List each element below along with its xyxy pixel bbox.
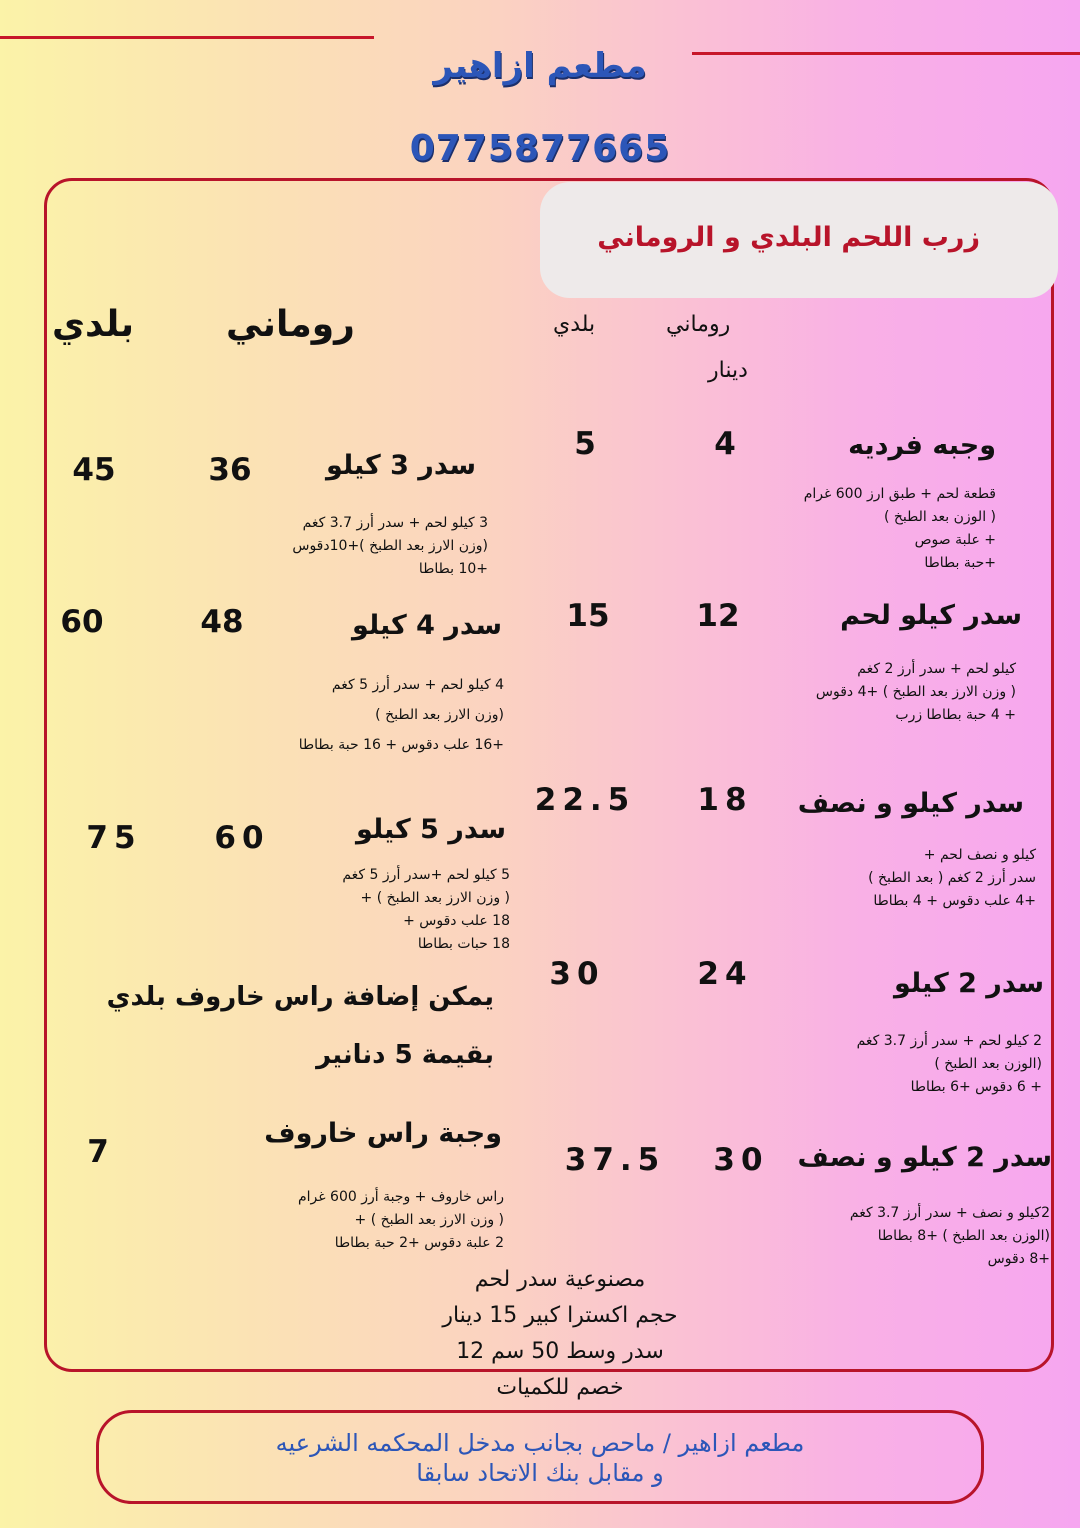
right-item-name: وجبه فرديه	[848, 430, 996, 461]
right-col-baladi: بلدي	[553, 312, 596, 337]
right-item-name: سدر 2 كيلو	[894, 968, 1044, 999]
left-item-desc: 5 كيلو لحم +سدر أرز 5 كغم ( وزن الارز بعد الطبخ ) + 18 علب دقوس + 18 حبات بطاطا	[342, 867, 510, 952]
right-col-currency: دينار	[708, 358, 748, 383]
right-item-name: سدر 2 كيلو و نصف	[797, 1142, 1052, 1173]
left-item-price-romani: 48	[200, 604, 244, 640]
left-item-price-baladi: 45	[72, 452, 116, 488]
left-item-price-romani: 60	[214, 820, 270, 856]
right-item-price-romani: 12	[696, 598, 740, 634]
head-meal-price: 7	[87, 1134, 109, 1170]
left-item-price-baladi: 75	[86, 820, 142, 856]
special-offer: مصنوعية سدر لحم حجم اكسترا كبير 15 دينار سدر وسط 50 سم 12 خصم للكميات	[442, 1267, 678, 1400]
right-item-name: سدر كيلو و نصف	[797, 788, 1024, 819]
right-item-price-baladi: 30	[549, 956, 605, 992]
right-item-desc: 2 كيلو لحم + سدر أرز 3.7 كغم (الوزن بعد الطبخ ) + 6 دقوس +6 بطاطا	[856, 1033, 1042, 1095]
menu-frame	[44, 178, 1054, 1372]
head-addon-price-note: بقيمة 5 دنانير	[316, 1040, 494, 1070]
right-item-name: سدر كيلو لحم	[840, 600, 1022, 631]
right-item-price-romani: 24	[697, 956, 753, 992]
top-right-rule	[692, 52, 1080, 55]
right-item-price-baladi: 22.5	[534, 782, 636, 818]
right-item-price-romani: 4	[714, 426, 736, 462]
left-item-name: سدر 4 كيلو	[352, 610, 502, 641]
right-item-price-romani: 18	[697, 782, 753, 818]
left-item-price-romani: 36	[208, 452, 252, 488]
head-meal-desc: راس خاروف + وجبة أرز 600 غرام ( وزن الارز بعد الطبخ ) + 2 علبة دقوس +2 حبة بطاطا	[297, 1189, 504, 1251]
top-left-rule	[0, 36, 374, 39]
right-item-desc: كيلو لحم + سدر أرز 2 كغم ( وزن الارز بعد الطبخ ) +4 دقوس + 4 حبة بطاطا زرب	[815, 661, 1016, 723]
right-item-desc: قطعة لحم + طبق ارز 600 غرام ( الوزن بعد الطبخ ) + علبة صوص +حبة بطاطا	[803, 486, 996, 571]
head-addon-note: يمكن إضافة راس خاروف بلدي	[106, 982, 494, 1012]
head-meal-name: وجبة راس خاروف	[264, 1118, 502, 1149]
left-col-baladi: بلدي	[52, 304, 135, 345]
restaurant-name: مطعم ازاهير	[433, 46, 647, 86]
right-item-price-baladi: 5	[574, 426, 596, 462]
right-item-price-baladi: 37.5	[564, 1142, 666, 1178]
left-item-name: سدر 5 كيلو	[356, 814, 506, 845]
left-item-name: سدر 3 كيلو	[326, 450, 476, 481]
right-item-desc: كيلو و نصف لحم + سدر أرز 2 كغم ( بعد الطبخ ) +4 علب دقوس + 4 بطاطا	[868, 847, 1036, 909]
right-item-price-baladi: 15	[566, 598, 610, 634]
right-col-romani: روماني	[666, 312, 731, 337]
left-item-desc: 3 كيلو لحم + سدر أرز 3.7 كغم (وزن الارز بعد الطبخ )+10دقوس +10 بطاطا	[292, 515, 488, 577]
left-item-price-baladi: 60	[60, 604, 104, 640]
section-title: زرب اللحم البلدي و الروماني	[597, 222, 980, 253]
address: مطعم ازاهير / ماحص بجانب مدخل المحكمه الشرعيه و مقابل بنك الاتحاد سابقا	[275, 1429, 805, 1487]
left-item-desc: 4 كيلو لحم + سدر أرز 5 كغم (وزن الارز بعد الطبخ ) +16 علب دقوس + 16 حبة بطاطا	[298, 677, 504, 753]
left-col-romani: روماني	[226, 304, 355, 345]
right-item-price-romani: 30	[713, 1142, 769, 1178]
right-item-desc: 2كيلو و نصف + سدر أرز 3.7 كغم (الوزن بعد الطبخ ) +8 بطاطا +8 دقوس	[849, 1205, 1050, 1267]
restaurant-phone: 0775877665	[409, 128, 671, 169]
